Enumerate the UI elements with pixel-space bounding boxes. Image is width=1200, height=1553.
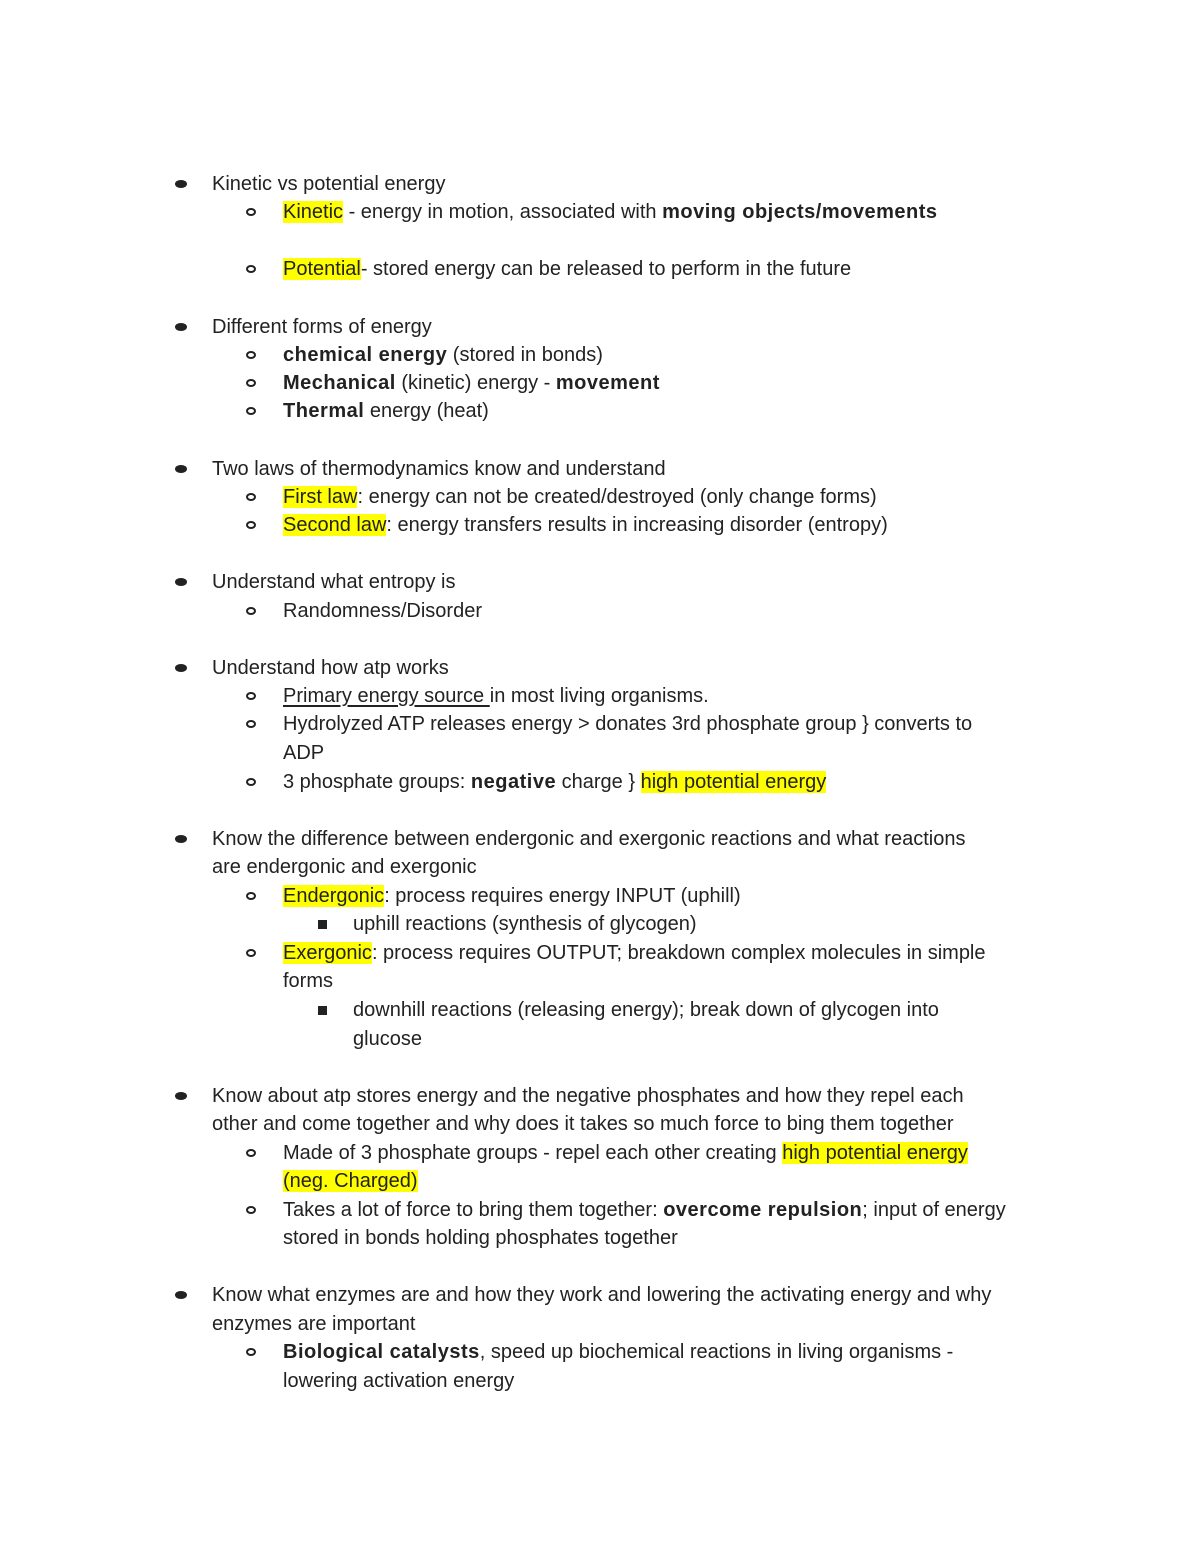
heading-atp-stores-energy: Know about atp stores energy and the negative phosphates and how they repel each bbox=[212, 1085, 964, 1107]
item-exergonic-cont: forms bbox=[283, 970, 333, 992]
item-chemical-energy: chemical energy (stored in bonds) bbox=[283, 344, 603, 366]
item-biological-catalysts-cont: lowering activation energy bbox=[283, 1370, 515, 1392]
item-phosphate-groups: 3 phosphate groups: negative charge } high potential energy bbox=[283, 771, 827, 793]
highlight-high-potential-energy-2: high potential energy bbox=[782, 1142, 968, 1164]
item-randomness: Randomness/Disorder bbox=[283, 600, 482, 622]
item-made-of-phosphates: Made of 3 phosphate groups - repel each other creating high potential energy bbox=[283, 1142, 968, 1164]
item-exergonic: Exergonic: process requires OUTPUT; breakdown complex molecules in simple bbox=[283, 942, 986, 964]
item-biological-catalysts: Biological catalysts, speed up biochemical reactions in living organisms - bbox=[283, 1341, 954, 1363]
highlight-endergonic: Endergonic bbox=[283, 885, 385, 907]
highlight-potential: Potential bbox=[283, 258, 361, 280]
highlight-kinetic: Kinetic bbox=[283, 201, 344, 223]
highlight-exergonic: Exergonic bbox=[283, 942, 372, 964]
item-primary-energy-source: Primary energy source in most living organisms. bbox=[283, 685, 709, 707]
item-force-together: Takes a lot of force to bring them together: overcome repulsion; input of energy bbox=[283, 1199, 1006, 1221]
heading-kinetic-vs-potential: Kinetic vs potential energy bbox=[212, 173, 446, 195]
item-mechanical-energy: Mechanical (kinetic) energy - movement bbox=[283, 372, 660, 394]
item-endergonic: Endergonic: process requires energy INPUT (uphill) bbox=[283, 885, 741, 907]
heading-atp-works: Understand how atp works bbox=[212, 657, 449, 679]
highlight-neg-charged: (neg. Charged) bbox=[283, 1170, 418, 1192]
highlight-first-law: First law bbox=[283, 486, 358, 508]
item-force-together-cont: stored in bonds holding phosphates together bbox=[283, 1227, 678, 1249]
heading-entropy: Understand what entropy is bbox=[212, 571, 456, 593]
item-potential: Potential- stored energy can be released to perform in the future bbox=[283, 258, 852, 280]
heading-atp-stores-energy-cont: other and come together and why does it takes so much force to bing them together bbox=[212, 1113, 954, 1135]
item-thermal-energy: Thermal energy (heat) bbox=[283, 400, 489, 422]
heading-thermodynamics: Two laws of thermodynamics know and understand bbox=[212, 458, 666, 480]
heading-enzymes: Know what enzymes are and how they work and lowering the activating energy and why bbox=[212, 1284, 992, 1306]
heading-endergonic-exergonic: Know the difference between endergonic and exergonic reactions and what reactions bbox=[212, 828, 966, 850]
heading-endergonic-exergonic-cont: are endergonic and exergonic bbox=[212, 856, 477, 878]
heading-enzymes-cont: enzymes are important bbox=[212, 1313, 416, 1335]
item-second-law: Second law: energy transfers results in increasing disorder (entropy) bbox=[283, 514, 888, 536]
item-hydrolyzed-atp-cont: ADP bbox=[283, 742, 325, 764]
item-hydrolyzed-atp: Hydrolyzed ATP releases energy > donates 3rd phosphate group } converts to bbox=[283, 713, 973, 735]
highlight-second-law: Second law bbox=[283, 514, 387, 536]
item-kinetic: Kinetic - energy in motion, associated with moving objects/movements bbox=[283, 201, 938, 223]
item-uphill-reactions: uphill reactions (synthesis of glycogen) bbox=[353, 913, 697, 935]
item-made-of-phosphates-cont bbox=[283, 1167, 418, 1196]
item-downhill-reactions: downhill reactions (releasing energy); break down of glycogen into bbox=[353, 999, 939, 1021]
heading-forms-of-energy: Different forms of energy bbox=[212, 316, 432, 338]
item-downhill-reactions-cont: glucose bbox=[353, 1028, 422, 1050]
item-first-law: First law: energy can not be created/destroyed (only change forms) bbox=[283, 486, 877, 508]
highlight-high-potential-energy: high potential energy bbox=[640, 771, 827, 793]
